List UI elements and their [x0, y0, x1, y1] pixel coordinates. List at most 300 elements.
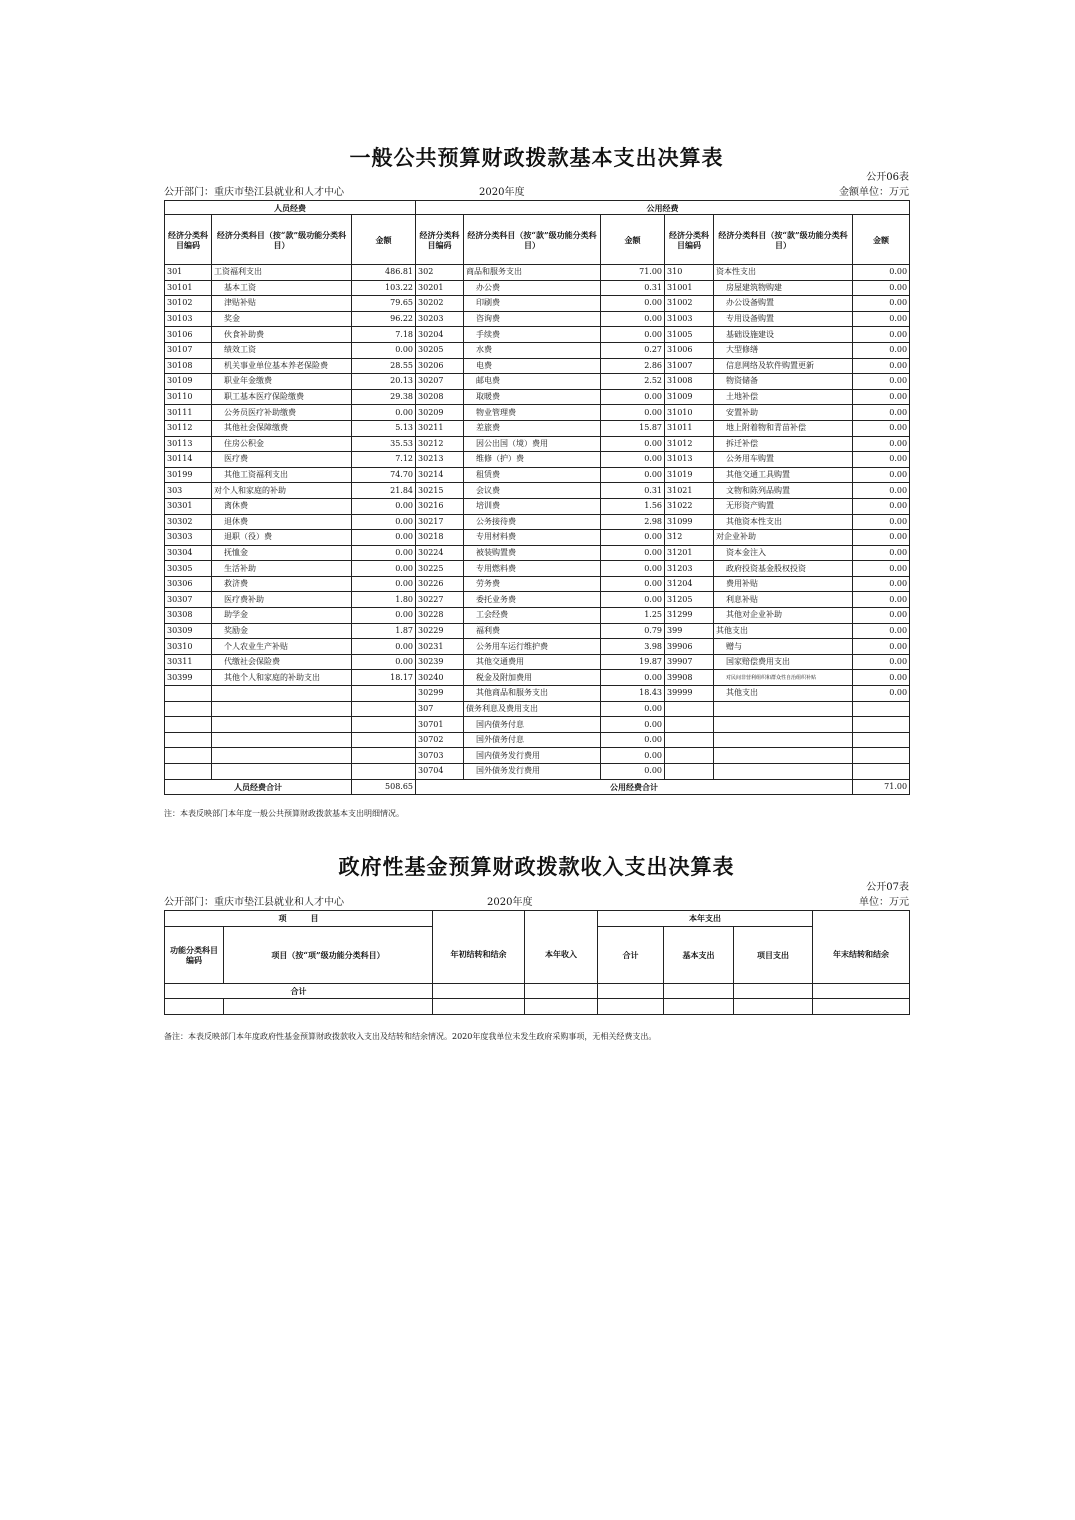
capital-code [665, 717, 714, 733]
personnel-amount: 0.00 [352, 561, 416, 577]
capital-code [665, 748, 714, 764]
personnel-code [165, 748, 212, 764]
personnel-name: 医疗费 [212, 452, 352, 468]
personnel-code: 301 [165, 265, 212, 281]
public-code: 30202 [416, 296, 464, 312]
empty-cell [734, 999, 813, 1015]
public-code: 30213 [416, 452, 464, 468]
capital-name: 资本金注入 [714, 545, 853, 561]
table-row [165, 623, 910, 639]
capital-amount: 0.00 [853, 405, 910, 421]
personnel-code: 30308 [165, 608, 212, 624]
personnel-name: 基本工资 [212, 280, 352, 296]
total-cell [664, 983, 734, 999]
personnel-amount: 96.22 [352, 311, 416, 327]
public-code: 30231 [416, 639, 464, 655]
capital-code: 31008 [665, 374, 714, 390]
group-header-public: 公用经费 [416, 201, 910, 215]
personnel-code [165, 764, 212, 780]
public-name: 国外债务发行费用 [464, 764, 601, 780]
public-amount: 0.00 [601, 670, 665, 686]
personnel-name: 其他社会保障缴费 [212, 420, 352, 436]
public-name: 因公出国（境）费用 [464, 436, 601, 452]
empty-cell [598, 999, 664, 1015]
table-row [165, 265, 910, 281]
capital-name: 办公设备购置 [714, 296, 853, 312]
personnel-name: 退休费 [212, 514, 352, 530]
capital-name: 其他支出 [714, 686, 853, 702]
personnel-code: 303 [165, 483, 212, 499]
personnel-code: 30307 [165, 592, 212, 608]
capital-name: 费用补贴 [714, 576, 853, 592]
fund-budget-table [164, 910, 910, 1015]
capital-amount [853, 701, 910, 717]
total-public-value: 71.00 [853, 779, 910, 795]
table2-year: 2020年度 [487, 897, 533, 908]
capital-code: 310 [665, 265, 714, 281]
public-name: 商品和服务支出 [464, 265, 601, 281]
public-amount: 1.25 [601, 608, 665, 624]
table-row [165, 670, 910, 686]
capital-code: 31013 [665, 452, 714, 468]
personnel-code: 30302 [165, 514, 212, 530]
table-row [165, 374, 910, 390]
capital-amount: 0.00 [853, 389, 910, 405]
capital-name [714, 764, 853, 780]
total-cell [433, 983, 525, 999]
personnel-name: 抚恤金 [212, 545, 352, 561]
capital-code: 31012 [665, 436, 714, 452]
table1-form-no: 公开06表 [866, 172, 909, 183]
capital-name: 其他对企业补助 [714, 608, 853, 624]
personnel-name: 工资福利支出 [212, 265, 352, 281]
public-code: 30239 [416, 654, 464, 670]
header-name: 项目（按“项”级功能分类科目） [224, 926, 433, 983]
capital-name: 公务用车购置 [714, 452, 853, 468]
capital-name: 其他资本性支出 [714, 514, 853, 530]
capital-name: 地上附着物和青苗补偿 [714, 420, 853, 436]
personnel-amount: 35.53 [352, 436, 416, 452]
capital-name: 安置补助 [714, 405, 853, 421]
total-public-label: 公用经费合计 [416, 779, 853, 795]
capital-code: 31006 [665, 342, 714, 358]
capital-code: 31011 [665, 420, 714, 436]
capital-amount: 0.00 [853, 498, 910, 514]
empty-cell [165, 999, 224, 1015]
table1-dept: 公开部门：重庆市垫江县就业和人才中心 [164, 187, 344, 198]
capital-amount: 0.00 [853, 280, 910, 296]
capital-amount: 0.00 [853, 327, 910, 343]
public-code: 30218 [416, 530, 464, 546]
personnel-amount [352, 717, 416, 733]
personnel-name [212, 701, 352, 717]
capital-amount: 0.00 [853, 420, 910, 436]
personnel-code: 30107 [165, 342, 212, 358]
public-code: 30216 [416, 498, 464, 514]
capital-name: 专用设备购置 [714, 311, 853, 327]
col-header-name: 经济分类科目（按“款”级功能分类科目） [212, 215, 352, 265]
public-amount: 0.00 [601, 405, 665, 421]
public-name: 国内债务付息 [464, 717, 601, 733]
table-row [165, 280, 910, 296]
capital-amount: 0.00 [853, 608, 910, 624]
public-code: 30203 [416, 311, 464, 327]
personnel-name [212, 686, 352, 702]
table-row [165, 296, 910, 312]
public-code: 30206 [416, 358, 464, 374]
table-row [165, 327, 910, 343]
public-code: 30215 [416, 483, 464, 499]
personnel-amount: 21.84 [352, 483, 416, 499]
capital-code: 31007 [665, 358, 714, 374]
public-name: 税金及附加费用 [464, 670, 601, 686]
header-end-top [813, 911, 910, 927]
public-name: 办公费 [464, 280, 601, 296]
table1-note: 注：本表反映部门本年度一般公共预算财政拨款基本支出明细情况。 [164, 809, 404, 818]
public-code: 30225 [416, 561, 464, 577]
table1-body [165, 265, 910, 780]
table1-title: 一般公共预算财政拨款基本支出决算表 [349, 146, 724, 170]
public-code: 30704 [416, 764, 464, 780]
public-amount: 0.31 [601, 483, 665, 499]
public-amount: 0.00 [601, 561, 665, 577]
table-row [165, 592, 910, 608]
capital-name: 国家赔偿费用支出 [714, 654, 853, 670]
public-amount: 3.98 [601, 639, 665, 655]
capital-amount: 0.00 [853, 452, 910, 468]
personnel-amount: 79.65 [352, 296, 416, 312]
total-cell [813, 983, 910, 999]
personnel-code: 30303 [165, 530, 212, 546]
public-code: 30701 [416, 717, 464, 733]
personnel-name: 伙食补助费 [212, 327, 352, 343]
capital-name: 利息补贴 [714, 592, 853, 608]
personnel-amount [352, 686, 416, 702]
capital-name [714, 717, 853, 733]
capital-code: 31205 [665, 592, 714, 608]
header-expense-total: 合计 [598, 926, 664, 983]
personnel-code [165, 717, 212, 733]
capital-code [665, 732, 714, 748]
personnel-amount [352, 764, 416, 780]
total-row-label: 合计 [165, 983, 433, 999]
capital-amount: 0.00 [853, 654, 910, 670]
personnel-name: 职工基本医疗保险缴费 [212, 389, 352, 405]
capital-amount: 0.00 [853, 436, 910, 452]
capital-name: 文物和陈列品购置 [714, 483, 853, 499]
public-amount: 0.27 [601, 342, 665, 358]
empty-cell [525, 999, 598, 1015]
public-code: 30702 [416, 732, 464, 748]
table-row [165, 701, 910, 717]
public-code: 307 [416, 701, 464, 717]
table-row [165, 452, 910, 468]
personnel-name: 救济费 [212, 576, 352, 592]
public-amount: 0.00 [601, 701, 665, 717]
public-code: 30227 [416, 592, 464, 608]
capital-amount [853, 717, 910, 733]
public-code: 30205 [416, 342, 464, 358]
capital-code: 31001 [665, 280, 714, 296]
capital-amount: 0.00 [853, 639, 910, 655]
capital-code: 31010 [665, 405, 714, 421]
col-header-amount: 金额 [853, 215, 910, 265]
header-item: 项 目 [165, 911, 433, 927]
personnel-amount: 1.80 [352, 592, 416, 608]
personnel-amount: 0.00 [352, 342, 416, 358]
capital-code [665, 701, 714, 717]
header-begin-balance [433, 911, 525, 927]
capital-name: 对企业补助 [714, 530, 853, 546]
public-amount: 0.00 [601, 764, 665, 780]
personnel-amount: 103.22 [352, 280, 416, 296]
table2-note: 备注：本表反映部门本年度政府性基金预算财政拨款收入支出及结转和结余情况。2020年度我单位未发生政府采购事项，无相关经费支出。 [164, 1032, 657, 1041]
personnel-amount: 1.87 [352, 623, 416, 639]
personnel-code [165, 701, 212, 717]
table2-form-no-line [164, 881, 909, 894]
personnel-name: 生活补助 [212, 561, 352, 577]
capital-amount: 0.00 [853, 358, 910, 374]
personnel-name: 奖金 [212, 311, 352, 327]
table-row [165, 576, 910, 592]
table-row [165, 530, 910, 546]
table-row [165, 514, 910, 530]
total-cell [525, 983, 598, 999]
table-row [165, 654, 910, 670]
table1-unit: 金额单位：万元 [839, 187, 909, 198]
personnel-name: 津贴补贴 [212, 296, 352, 312]
capital-name [714, 748, 853, 764]
public-name: 专用燃料费 [464, 561, 601, 577]
public-name: 会议费 [464, 483, 601, 499]
capital-amount: 0.00 [853, 592, 910, 608]
public-code: 30224 [416, 545, 464, 561]
personnel-code: 30113 [165, 436, 212, 452]
capital-code: 39999 [665, 686, 714, 702]
table-row [165, 545, 910, 561]
capital-code: 31022 [665, 498, 714, 514]
header-project-expense: 项目支出 [734, 926, 813, 983]
capital-name: 无形资产购置 [714, 498, 853, 514]
public-code: 30207 [416, 374, 464, 390]
capital-code: 39906 [665, 639, 714, 655]
capital-code: 39907 [665, 654, 714, 670]
public-amount: 0.00 [601, 296, 665, 312]
capital-amount: 0.00 [853, 576, 910, 592]
public-code: 30703 [416, 748, 464, 764]
public-name: 公务用车运行维护费 [464, 639, 601, 655]
personnel-amount [352, 732, 416, 748]
public-amount: 0.00 [601, 327, 665, 343]
table-row [165, 436, 910, 452]
empty-cell [224, 999, 433, 1015]
table-row [165, 748, 910, 764]
table-row [165, 764, 910, 780]
capital-amount: 0.00 [853, 265, 910, 281]
capital-code: 31005 [665, 327, 714, 343]
personnel-name: 医疗费补助 [212, 592, 352, 608]
personnel-amount: 0.00 [352, 498, 416, 514]
public-amount: 0.00 [601, 545, 665, 561]
public-name: 其他交通费用 [464, 654, 601, 670]
capital-name: 物资储备 [714, 374, 853, 390]
total-personnel-label: 人员经费合计 [165, 779, 352, 795]
public-amount: 0.00 [601, 748, 665, 764]
table1-year: 2020年度 [479, 187, 525, 198]
personnel-name: 对个人和家庭的补助 [212, 483, 352, 499]
table2-unit: 单位：万元 [859, 897, 909, 908]
personnel-amount: 0.00 [352, 530, 416, 546]
public-name: 委托业务费 [464, 592, 601, 608]
col-header-code: 经济分类科目编码 [416, 215, 464, 265]
personnel-amount: 18.17 [352, 670, 416, 686]
personnel-name: 其他工资福利支出 [212, 467, 352, 483]
public-name: 债务利息及费用支出 [464, 701, 601, 717]
personnel-code [165, 686, 212, 702]
personnel-amount: 0.00 [352, 545, 416, 561]
empty-cell [813, 999, 910, 1015]
capital-amount: 0.00 [853, 514, 910, 530]
table-row [165, 639, 910, 655]
personnel-name [212, 748, 352, 764]
personnel-amount: 5.13 [352, 420, 416, 436]
personnel-code: 30304 [165, 545, 212, 561]
group-header-personnel: 人员经费 [165, 201, 416, 215]
public-amount: 15.87 [601, 420, 665, 436]
personnel-code: 30301 [165, 498, 212, 514]
capital-amount: 0.00 [853, 483, 910, 499]
capital-name [714, 732, 853, 748]
personnel-code: 30109 [165, 374, 212, 390]
public-code: 30299 [416, 686, 464, 702]
public-name: 电费 [464, 358, 601, 374]
personnel-code: 30112 [165, 420, 212, 436]
personnel-name: 机关事业单位基本养老保险费 [212, 358, 352, 374]
public-code: 30240 [416, 670, 464, 686]
personnel-code: 30101 [165, 280, 212, 296]
capital-amount: 0.00 [853, 311, 910, 327]
capital-code: 31009 [665, 389, 714, 405]
personnel-code: 30399 [165, 670, 212, 686]
personnel-amount: 0.00 [352, 576, 416, 592]
capital-amount: 0.00 [853, 623, 910, 639]
public-name: 其他商品和服务支出 [464, 686, 601, 702]
personnel-amount: 0.00 [352, 608, 416, 624]
empty-cell [664, 999, 734, 1015]
personnel-code: 30306 [165, 576, 212, 592]
col-header-amount: 金额 [352, 215, 416, 265]
table1-meta-line [164, 186, 909, 199]
capital-code: 31203 [665, 561, 714, 577]
public-amount: 0.00 [601, 436, 665, 452]
header-basic-expense: 基本支出 [664, 926, 734, 983]
public-amount: 2.98 [601, 514, 665, 530]
public-amount: 0.00 [601, 530, 665, 546]
total-cell [598, 983, 664, 999]
public-name: 专用材料费 [464, 530, 601, 546]
capital-code: 31019 [665, 467, 714, 483]
personnel-code: 30103 [165, 311, 212, 327]
public-name: 印刷费 [464, 296, 601, 312]
col-header-code: 经济分类科目编码 [665, 215, 714, 265]
personnel-name: 代缴社会保险费 [212, 654, 352, 670]
public-amount: 0.79 [601, 623, 665, 639]
personnel-code: 30106 [165, 327, 212, 343]
public-amount: 0.00 [601, 452, 665, 468]
personnel-code: 30102 [165, 296, 212, 312]
capital-name: 土地补偿 [714, 389, 853, 405]
public-amount: 0.00 [601, 467, 665, 483]
table-row [165, 732, 910, 748]
capital-amount: 0.00 [853, 545, 910, 561]
capital-code [665, 764, 714, 780]
public-name: 公务接待费 [464, 514, 601, 530]
public-code: 30214 [416, 467, 464, 483]
public-amount: 1.56 [601, 498, 665, 514]
capital-name: 信息网络及软件购置更新 [714, 358, 853, 374]
personnel-amount: 20.13 [352, 374, 416, 390]
public-amount: 0.31 [601, 280, 665, 296]
public-name: 租赁费 [464, 467, 601, 483]
personnel-name: 公务员医疗补助缴费 [212, 405, 352, 421]
capital-code: 31021 [665, 483, 714, 499]
capital-name: 其他交通工具购置 [714, 467, 853, 483]
personnel-name: 住房公积金 [212, 436, 352, 452]
personnel-code: 30311 [165, 654, 212, 670]
public-code: 30211 [416, 420, 464, 436]
table-row [165, 483, 910, 499]
col-header-code: 经济分类科目编码 [165, 215, 212, 265]
capital-code: 31204 [665, 576, 714, 592]
empty-cell [433, 999, 525, 1015]
personnel-name: 其他个人和家庭的补助支出 [212, 670, 352, 686]
capital-name: 资本性支出 [714, 265, 853, 281]
public-amount: 0.00 [601, 389, 665, 405]
public-name: 国外债务付息 [464, 732, 601, 748]
personnel-amount: 0.00 [352, 654, 416, 670]
header-income: 本年收入 [525, 926, 598, 983]
total-personnel-value: 508.65 [352, 779, 416, 795]
header-income-top [525, 911, 598, 927]
personnel-name: 助学金 [212, 608, 352, 624]
public-name: 邮电费 [464, 374, 601, 390]
table-row [165, 342, 910, 358]
personnel-code: 30108 [165, 358, 212, 374]
personnel-amount: 7.12 [352, 452, 416, 468]
personnel-amount: 29.38 [352, 389, 416, 405]
table2-title: 政府性基金预算财政拨款收入支出决算表 [338, 855, 735, 879]
personnel-amount: 74.70 [352, 467, 416, 483]
public-code: 30201 [416, 280, 464, 296]
public-name: 劳务费 [464, 576, 601, 592]
capital-amount [853, 764, 910, 780]
personnel-amount [352, 748, 416, 764]
col-header-amount: 金额 [601, 215, 665, 265]
public-amount: 19.87 [601, 654, 665, 670]
capital-name [714, 701, 853, 717]
capital-amount: 0.00 [853, 342, 910, 358]
personnel-amount: 486.81 [352, 265, 416, 281]
public-code: 30209 [416, 405, 464, 421]
personnel-code: 30305 [165, 561, 212, 577]
capital-code: 399 [665, 623, 714, 639]
public-name: 物业管理费 [464, 405, 601, 421]
personnel-amount: 28.55 [352, 358, 416, 374]
personnel-code: 30309 [165, 623, 212, 639]
public-amount: 71.00 [601, 265, 665, 281]
public-code: 30229 [416, 623, 464, 639]
capital-code: 31299 [665, 608, 714, 624]
